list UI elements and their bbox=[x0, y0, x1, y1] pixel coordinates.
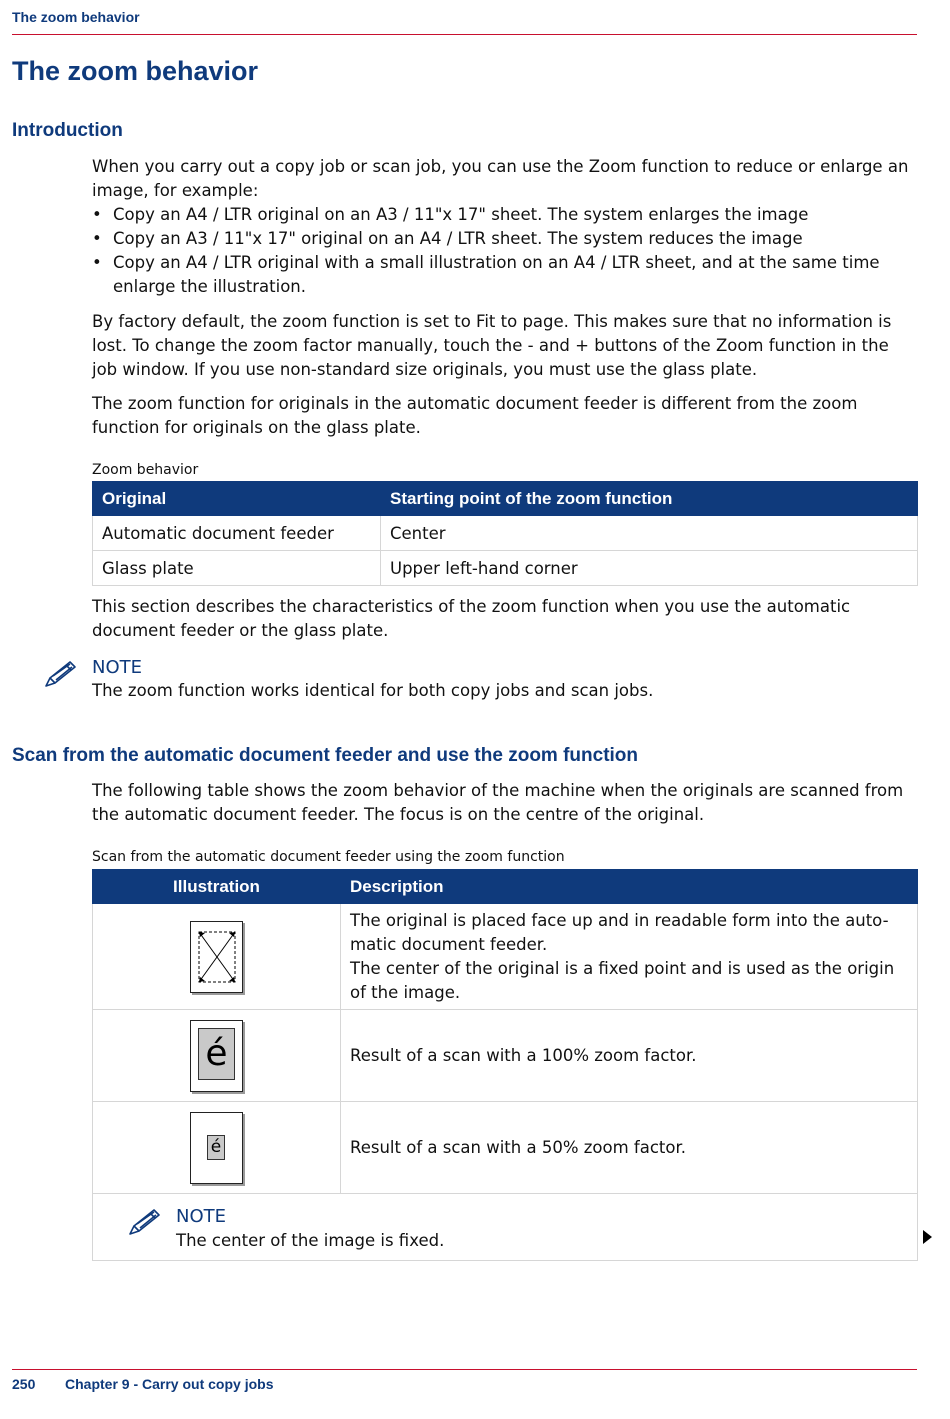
running-header: The zoom behavior bbox=[12, 9, 140, 25]
adf-section-heading: Scan from the automatic document feeder and use the zoom function bbox=[12, 745, 639, 766]
glyph-100: é bbox=[198, 1028, 235, 1080]
table-row bbox=[93, 1102, 918, 1194]
continue-arrow-icon bbox=[923, 1230, 932, 1244]
illustration-cell bbox=[93, 1102, 341, 1194]
description-line: The original is placed face up and in readable form into the auto-matic document feeder. bbox=[350, 910, 889, 954]
page-number: 250 bbox=[12, 1376, 36, 1392]
table-row bbox=[93, 904, 918, 1010]
note-text: The zoom function works identical for both copy jobs and scan jobs. bbox=[92, 681, 654, 700]
intro-paragraph: When you carry out a copy job or scan job, you can use the Zoom function to reduce or enlarge an image, for example: bbox=[92, 157, 909, 200]
table-cell: Automatic document feeder bbox=[93, 516, 381, 551]
example-list bbox=[92, 203, 917, 299]
factory-default-paragraph: By factory default, the zoom function is set to Fit to page. This makes sure that no information is lost. To change the zoom factor manually, touch the - and + buttons of the Zoom function in the job window. If you use non-standard size originals, you must use the glass plate. bbox=[92, 312, 892, 379]
footer-rule bbox=[12, 1369, 917, 1370]
table-cell: Center bbox=[381, 516, 918, 551]
note-text: The center of the image is fixed. bbox=[176, 1231, 445, 1250]
column-header-original: Original bbox=[93, 482, 381, 516]
characteristics-paragraph: This section describes the characteristics of the zoom function when you use the automatic document feeder or the glass plate. bbox=[92, 597, 851, 640]
illustration-cell bbox=[93, 1010, 341, 1102]
table-note-row bbox=[93, 1194, 918, 1261]
table-cell: Upper left-hand corner bbox=[381, 551, 918, 586]
column-header-description: Description bbox=[341, 870, 918, 904]
note-label: NOTE bbox=[176, 1206, 227, 1227]
page-title: The zoom behavior bbox=[12, 56, 259, 86]
original-center-icon bbox=[190, 921, 243, 993]
description-cell: Result of a scan with a 100% zoom factor. bbox=[341, 1010, 918, 1102]
table-cell: Glass plate bbox=[93, 551, 381, 586]
table-row bbox=[93, 1010, 918, 1102]
description-line: The center of the original is a fixed point and is used as the origin of the image. bbox=[350, 958, 895, 1002]
adf-zoom-table bbox=[92, 869, 918, 1261]
introduction-heading: Introduction bbox=[12, 120, 123, 141]
zoom-behavior-caption: Zoom behavior bbox=[92, 462, 199, 478]
description-cell: Result of a scan with a 50% zoom factor. bbox=[341, 1102, 918, 1194]
table-row bbox=[93, 551, 918, 586]
table-header-row bbox=[93, 870, 918, 904]
adf-table-caption: Scan from the automatic document feeder using the zoom function bbox=[92, 849, 565, 865]
list-item: • Copy an A4 / LTR original on an A3 / 11"x 17" sheet. The system enlarges the image bbox=[92, 203, 917, 227]
note-label: NOTE bbox=[92, 657, 143, 678]
chapter-title: Chapter 9 - Carry out copy jobs bbox=[65, 1376, 274, 1392]
list-item: • Copy an A4 / LTR original with a small illustration on an A4 / LTR sheet, and at the same time enlarge the illustration. bbox=[92, 251, 917, 299]
column-header-starting-point: Starting point of the zoom function bbox=[381, 482, 918, 516]
column-header-illustration: Illustration bbox=[93, 870, 341, 904]
adf-intro-paragraph: The following table shows the zoom behavior of the machine when the originals are scanned from the automatic document feeder. The focus is on the centre of the original. bbox=[92, 781, 904, 824]
scan-100-icon bbox=[190, 1020, 243, 1092]
header-rule bbox=[12, 34, 917, 35]
table-header-row bbox=[93, 482, 918, 516]
glyph-50: é bbox=[207, 1135, 225, 1160]
pencil-icon bbox=[44, 657, 80, 687]
zoom-difference-paragraph: The zoom function for originals in the automatic document feeder is different from the zoom function for originals on the glass plate. bbox=[92, 394, 858, 437]
illustration-cell bbox=[93, 904, 341, 1010]
pencil-icon bbox=[128, 1205, 164, 1235]
list-item: • Copy an A3 / 11"x 17" original on an A4 / LTR sheet. The system reduces the image bbox=[92, 227, 917, 251]
intro-content bbox=[92, 155, 917, 299]
table-row bbox=[93, 516, 918, 551]
note-cell bbox=[93, 1194, 918, 1261]
zoom-behavior-table bbox=[92, 481, 918, 586]
description-cell bbox=[341, 904, 918, 1010]
scan-50-icon bbox=[190, 1112, 243, 1184]
